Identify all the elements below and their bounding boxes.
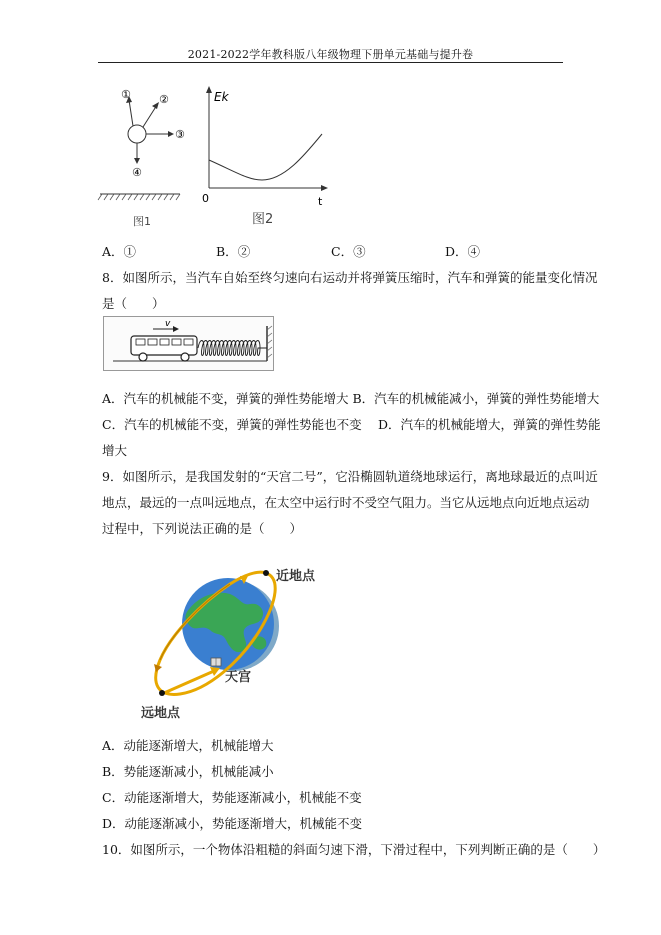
q9-figure [130,560,360,725]
near-point-label: 近地点 [276,569,316,584]
q7-option-c-letter: C． [331,244,354,259]
figure-2 [196,84,336,234]
q9-stem-line-1: 9．如图所示，是我国发射的“天宫二号”，它沿椭圆轨道绕地球运行，离地球最近的点叫近 [102,469,598,484]
q9-option-b: B．势能逐渐减小，机械能减小 [102,764,274,779]
q8-figure [103,316,275,372]
label-4: ④ [132,166,142,179]
q9-option-d: D．动能逐渐减小，势能逐渐增大，机械能不变 [102,816,363,831]
q9-stem-line-3: 过程中，下列说法正确的是（ ） [102,521,303,536]
velocity-label: v [165,319,171,329]
q7-option-b-text: ② [237,244,251,259]
q7-option-b [216,242,250,260]
figure-1 [96,84,196,234]
q8-option-d-cont: 增大 [102,443,128,458]
q7-option-d-text: ④ [467,244,481,259]
near-point [263,570,269,576]
x-axis-label: t [318,195,323,208]
q10-stem-line-1: 10．如图所示，一个物体沿粗糙的斜面匀速下滑，下滑过程中，下列判断正确的是（ ） [102,842,606,857]
q9-option-c: C．动能逐渐增大，势能逐渐减小，机械能不变 [102,790,362,805]
far-point [159,690,165,696]
fig1-caption: 图1 [133,215,151,228]
page-header: 2021-2022学年教科版八年级物理下册单元基础与提升卷 [187,48,474,61]
label-3: ③ [175,128,185,141]
q7-option-a-letter: A． [102,244,124,259]
ball [128,125,146,143]
y-axis-label: Ek [214,90,229,104]
trajectory-arrow [164,671,214,693]
label-2: ② [159,93,169,106]
arrow-1 [129,100,133,126]
q9-stem-line-2: 地点，最远的一点叫远地点，在太空中运行时不受空气阻力。当它从远地点向近地点运动 [102,495,590,510]
space-station-icon [211,658,221,666]
q8-stem-line-1: 8．如图所示，当汽车自始至终匀速向右运动并将弹簧压缩时，汽车和弹簧的能量变化情况 [102,270,598,285]
ek-curve [209,134,322,180]
q7-option-a-text: ① [123,244,137,259]
q7-option-b-letter: B． [216,244,238,259]
q9-option-a: A．动能逐渐增大，机械能增大 [102,738,274,753]
q8-stem-line-2: 是（ ） [102,296,165,311]
q7-option-c [331,242,366,260]
q7-option-a [102,242,136,260]
arrow-2 [143,105,157,127]
q7-option-d-letter: D． [445,244,468,259]
q8-options-cd: C．汽车的机械能不变，弹簧的弹性势能也不变 D．汽车的机械能增大，弹簧的弹性势能 [102,417,601,432]
origin-label: 0 [202,192,209,205]
q8-options-ab: A．汽车的机械能不变，弹簧的弹性势能增大 B．汽车的机械能减小，弹簧的弹性势能增大 [102,391,600,406]
q7-option-c-text: ③ [353,244,366,259]
fig2-caption: 图2 [252,212,274,227]
label-1: ① [121,88,131,101]
q7-option-d [445,242,480,260]
far-point-label: 远地点 [141,706,181,721]
ground-hatch [98,194,180,200]
station-label: 天宫 [225,670,252,685]
header-rule [98,62,563,63]
